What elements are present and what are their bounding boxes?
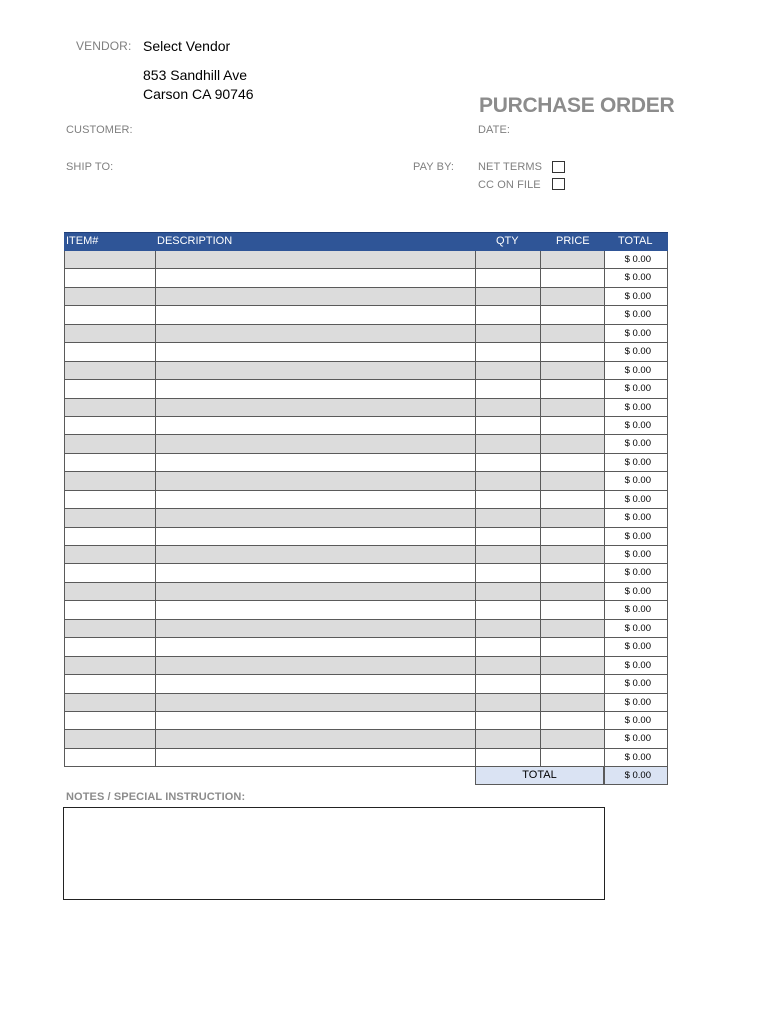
grand-total-value: $ 0.00 xyxy=(604,767,668,785)
notes-label: NOTES / SPECIAL INSTRUCTION: xyxy=(66,791,246,803)
description-cell[interactable] xyxy=(155,399,475,417)
table-row xyxy=(64,454,668,472)
item-cell[interactable] xyxy=(64,657,155,675)
qty-cell[interactable] xyxy=(475,749,540,767)
line-total-cell: $ 0.00 xyxy=(604,454,668,472)
description-cell[interactable] xyxy=(155,749,475,767)
qty-cell[interactable] xyxy=(475,269,540,287)
line-total-cell: $ 0.00 xyxy=(604,712,668,730)
qty-cell[interactable] xyxy=(475,546,540,564)
line-total-cell: $ 0.00 xyxy=(604,362,668,380)
price-cell[interactable] xyxy=(540,491,604,509)
line-items-table xyxy=(64,232,668,782)
line-total-cell: $ 0.00 xyxy=(604,380,668,398)
qty-cell[interactable] xyxy=(475,638,540,656)
price-cell[interactable] xyxy=(540,306,604,324)
table-row xyxy=(64,325,668,343)
table-row xyxy=(64,601,668,619)
item-cell[interactable] xyxy=(64,564,155,582)
item-cell[interactable] xyxy=(64,251,155,269)
line-total-cell: $ 0.00 xyxy=(604,435,668,453)
item-cell[interactable] xyxy=(64,620,155,638)
qty-cell[interactable] xyxy=(475,564,540,582)
line-total-cell: $ 0.00 xyxy=(604,472,668,490)
description-cell[interactable] xyxy=(155,694,475,712)
item-cell[interactable] xyxy=(64,528,155,546)
item-cell[interactable] xyxy=(64,694,155,712)
table-row xyxy=(64,675,668,693)
table-row xyxy=(64,269,668,287)
item-cell[interactable] xyxy=(64,454,155,472)
price-cell[interactable] xyxy=(540,417,604,435)
net-terms-label: NET TERMS xyxy=(478,161,543,173)
item-cell[interactable] xyxy=(64,380,155,398)
item-cell[interactable] xyxy=(64,712,155,730)
description-cell[interactable] xyxy=(155,620,475,638)
qty-cell[interactable] xyxy=(475,509,540,527)
line-total-cell: $ 0.00 xyxy=(604,417,668,435)
line-total-cell: $ 0.00 xyxy=(604,657,668,675)
price-cell[interactable] xyxy=(540,528,604,546)
item-cell[interactable] xyxy=(64,399,155,417)
item-cell[interactable] xyxy=(64,601,155,619)
table-row xyxy=(64,657,668,675)
table-row xyxy=(64,380,668,398)
qty-cell[interactable] xyxy=(475,325,540,343)
item-cell[interactable] xyxy=(64,638,155,656)
table-row xyxy=(64,362,668,380)
table-row xyxy=(64,343,668,361)
date-label: DATE: xyxy=(478,124,511,136)
table-header xyxy=(64,232,668,251)
line-total-cell: $ 0.00 xyxy=(604,509,668,527)
line-total-cell: $ 0.00 xyxy=(604,546,668,564)
table-row xyxy=(64,288,668,306)
line-total-cell: $ 0.00 xyxy=(604,694,668,712)
description-cell[interactable] xyxy=(155,288,475,306)
item-cell[interactable] xyxy=(64,288,155,306)
vendor-label: VENDOR: xyxy=(76,39,132,53)
qty-cell[interactable] xyxy=(475,343,540,361)
qty-cell[interactable] xyxy=(475,417,540,435)
qty-cell[interactable] xyxy=(475,251,540,269)
description-cell[interactable] xyxy=(155,417,475,435)
price-cell[interactable] xyxy=(540,435,604,453)
line-total-cell: $ 0.00 xyxy=(604,251,668,269)
description-cell[interactable] xyxy=(155,380,475,398)
qty-cell[interactable] xyxy=(475,712,540,730)
table-row xyxy=(64,435,668,453)
price-cell[interactable] xyxy=(540,564,604,582)
vendor-address-line2: Carson CA 90746 xyxy=(143,86,254,102)
qty-cell[interactable] xyxy=(475,288,540,306)
line-total-cell: $ 0.00 xyxy=(604,306,668,324)
price-cell[interactable] xyxy=(540,546,604,564)
line-total-cell: $ 0.00 xyxy=(604,730,668,748)
price-cell[interactable] xyxy=(540,712,604,730)
table-row xyxy=(64,749,668,767)
description-cell[interactable] xyxy=(155,472,475,490)
price-cell[interactable] xyxy=(540,620,604,638)
item-cell[interactable] xyxy=(64,269,155,287)
line-total-cell: $ 0.00 xyxy=(604,620,668,638)
qty-cell[interactable] xyxy=(475,362,540,380)
price-cell[interactable] xyxy=(540,749,604,767)
price-cell[interactable] xyxy=(540,399,604,417)
price-cell[interactable] xyxy=(540,638,604,656)
description-cell[interactable] xyxy=(155,528,475,546)
price-cell[interactable] xyxy=(540,343,604,361)
price-cell[interactable] xyxy=(540,454,604,472)
qty-cell[interactable] xyxy=(475,380,540,398)
table-row xyxy=(64,730,668,748)
line-total-cell: $ 0.00 xyxy=(604,343,668,361)
pay-by-label: PAY BY: xyxy=(413,161,455,173)
price-cell[interactable] xyxy=(540,325,604,343)
item-cell[interactable] xyxy=(64,472,155,490)
qty-cell[interactable] xyxy=(475,528,540,546)
qty-cell[interactable] xyxy=(475,730,540,748)
description-cell[interactable] xyxy=(155,362,475,380)
table-row xyxy=(64,251,668,269)
item-cell[interactable] xyxy=(64,491,155,509)
customer-label: CUSTOMER: xyxy=(66,124,133,136)
item-cell[interactable] xyxy=(64,306,155,324)
table-row xyxy=(64,583,668,601)
description-cell[interactable] xyxy=(155,546,475,564)
table-row xyxy=(64,528,668,546)
price-cell[interactable] xyxy=(540,251,604,269)
qty-cell[interactable] xyxy=(475,306,540,324)
table-row xyxy=(64,472,668,490)
column-header-price: PRICE xyxy=(556,235,590,247)
description-cell[interactable] xyxy=(155,454,475,472)
price-cell[interactable] xyxy=(540,730,604,748)
item-cell[interactable] xyxy=(64,343,155,361)
price-cell[interactable] xyxy=(540,472,604,490)
cc-on-file-checkbox[interactable] xyxy=(552,178,565,190)
item-cell[interactable] xyxy=(64,675,155,693)
table-row xyxy=(64,546,668,564)
column-header-item: ITEM# xyxy=(66,235,99,247)
price-cell[interactable] xyxy=(540,362,604,380)
line-total-cell: $ 0.00 xyxy=(604,675,668,693)
table-row xyxy=(64,399,668,417)
table-row xyxy=(64,638,668,656)
description-cell[interactable] xyxy=(155,325,475,343)
description-cell[interactable] xyxy=(155,435,475,453)
qty-cell[interactable] xyxy=(475,583,540,601)
line-total-cell: $ 0.00 xyxy=(604,528,668,546)
description-cell[interactable] xyxy=(155,509,475,527)
line-total-cell: $ 0.00 xyxy=(604,583,668,601)
column-header-description: DESCRIPTION xyxy=(157,235,233,247)
qty-cell[interactable] xyxy=(475,472,540,490)
line-total-cell: $ 0.00 xyxy=(604,564,668,582)
description-cell[interactable] xyxy=(155,601,475,619)
item-cell[interactable] xyxy=(64,730,155,748)
net-terms-checkbox[interactable] xyxy=(552,161,565,173)
vendor-address-line1: 853 Sandhill Ave xyxy=(143,67,248,83)
qty-cell[interactable] xyxy=(475,657,540,675)
qty-cell[interactable] xyxy=(475,491,540,509)
table-row xyxy=(64,306,668,324)
description-cell[interactable] xyxy=(155,675,475,693)
table-row xyxy=(64,417,668,435)
qty-cell[interactable] xyxy=(475,399,540,417)
total-label: TOTAL xyxy=(475,767,604,785)
vendor-select[interactable]: Select Vendor xyxy=(143,38,231,54)
line-total-cell: $ 0.00 xyxy=(604,288,668,306)
item-cell[interactable] xyxy=(64,325,155,343)
item-cell[interactable] xyxy=(64,509,155,527)
price-cell[interactable] xyxy=(540,694,604,712)
price-cell[interactable] xyxy=(540,269,604,287)
table-body xyxy=(64,251,668,767)
line-total-cell: $ 0.00 xyxy=(604,399,668,417)
price-cell[interactable] xyxy=(540,601,604,619)
price-cell[interactable] xyxy=(540,380,604,398)
page-title: PURCHASE ORDER xyxy=(479,94,675,117)
line-total-cell: $ 0.00 xyxy=(604,269,668,287)
cc-on-file-label: CC ON FILE xyxy=(478,179,541,191)
item-cell[interactable] xyxy=(64,417,155,435)
line-total-cell: $ 0.00 xyxy=(604,325,668,343)
description-cell[interactable] xyxy=(155,269,475,287)
price-cell[interactable] xyxy=(540,509,604,527)
line-total-cell: $ 0.00 xyxy=(604,601,668,619)
description-cell[interactable] xyxy=(155,583,475,601)
column-header-total: TOTAL xyxy=(618,235,653,247)
description-cell[interactable] xyxy=(155,251,475,269)
column-header-qty: QTY xyxy=(496,235,519,247)
description-cell[interactable] xyxy=(155,657,475,675)
price-cell[interactable] xyxy=(540,583,604,601)
description-cell[interactable] xyxy=(155,712,475,730)
item-cell[interactable] xyxy=(64,435,155,453)
item-cell[interactable] xyxy=(64,583,155,601)
item-cell[interactable] xyxy=(64,749,155,767)
description-cell[interactable] xyxy=(155,306,475,324)
item-cell[interactable] xyxy=(64,362,155,380)
description-cell[interactable] xyxy=(155,343,475,361)
description-cell[interactable] xyxy=(155,564,475,582)
item-cell[interactable] xyxy=(64,546,155,564)
line-total-cell: $ 0.00 xyxy=(604,749,668,767)
price-cell[interactable] xyxy=(540,657,604,675)
qty-cell[interactable] xyxy=(475,454,540,472)
description-cell[interactable] xyxy=(155,730,475,748)
line-total-cell: $ 0.00 xyxy=(604,638,668,656)
description-cell[interactable] xyxy=(155,638,475,656)
ship-to-label: SHIP TO: xyxy=(66,161,114,173)
table-row xyxy=(64,620,668,638)
table-row xyxy=(64,564,668,582)
line-total-cell: $ 0.00 xyxy=(604,491,668,509)
table-row xyxy=(64,694,668,712)
table-row xyxy=(64,509,668,527)
price-cell[interactable] xyxy=(540,288,604,306)
table-row xyxy=(64,491,668,509)
notes-textarea[interactable] xyxy=(63,807,605,900)
price-cell[interactable] xyxy=(540,675,604,693)
qty-cell[interactable] xyxy=(475,694,540,712)
qty-cell[interactable] xyxy=(475,601,540,619)
qty-cell[interactable] xyxy=(475,435,540,453)
qty-cell[interactable] xyxy=(475,675,540,693)
table-row xyxy=(64,712,668,730)
description-cell[interactable] xyxy=(155,491,475,509)
qty-cell[interactable] xyxy=(475,620,540,638)
